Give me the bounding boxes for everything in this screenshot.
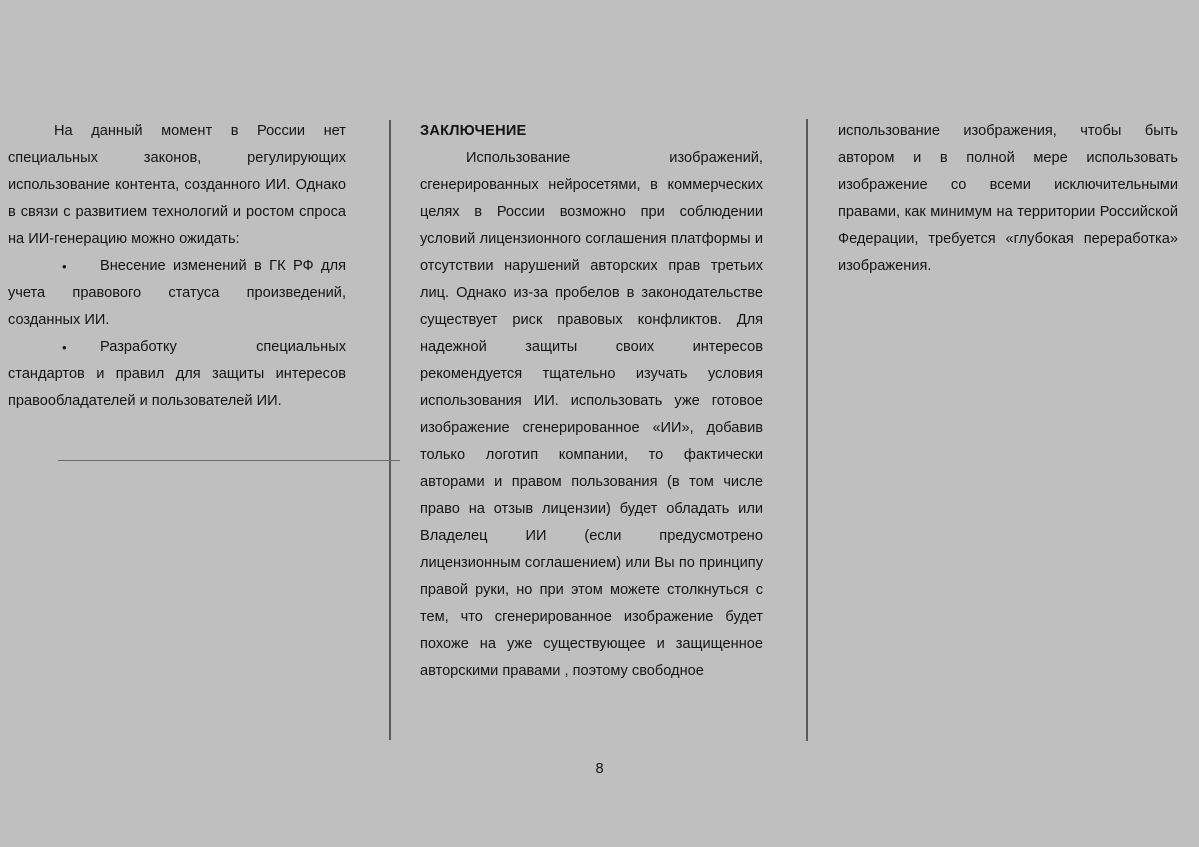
middle-column-paragraph: Использование изображений, сгенерированных нейросетями, в коммерческих целях в России возможно при соблюдении условий лицензионного соглашения платформы и отсутствии нарушений авторских прав третьих лиц. Однако из-за пробелов в законодательстве существует риск правовых конфликтов. Для надежной защиты своих интересов рекомендуется тщательно изучать условия использования ИИ. использовать уже готовое изображение сгенерированное «ИИ», добавив только логотип компании, то фактически авторами и правом пользования (в том числе право на отзыв лицензии) будет обладать или Владелец ИИ (если предусмотрено лицензионным соглашением) или Вы по принципу правой руки, но при этом можете столкнуться с тем, что сгенерированное изображение будет похоже на уже существующее и защищенное авторскими правами , поэтому свободное xyxy=(420,150,763,679)
page-number: 8 xyxy=(595,761,604,777)
bullet-icon: • xyxy=(62,340,67,355)
bullet-icon: • xyxy=(62,259,67,274)
column-divider-right xyxy=(806,119,808,741)
footnote-separator-rule xyxy=(58,460,400,461)
column-middle xyxy=(420,118,763,685)
left-column-paragraph: На данный момент в России нет специальных законов, регулирующих использование контента, созданного ИИ. Однако в связи с развитием технологий и ростом спроса на ИИ-генерацию можно ожидать: xyxy=(8,123,346,247)
list-item xyxy=(8,253,346,334)
column-left xyxy=(8,118,346,415)
column-divider-left xyxy=(389,120,391,740)
section-heading: ЗАКЛЮЧЕНИЕ xyxy=(420,123,527,139)
list-item xyxy=(8,334,346,415)
column-right xyxy=(838,118,1178,280)
right-column-paragraph: использование изображения, чтобы быть автором и в полной мере использовать изображение со всеми исключительными правами, как минимум на территории Российской Федерации, требуется «глубокая переработка» изображения. xyxy=(838,123,1178,274)
list-item-text: Внесение изменений в ГК РФ для учета правового статуса произведений, созданных ИИ. xyxy=(8,258,346,328)
left-column-bullet-list xyxy=(8,253,346,415)
list-item-text: Разработку специальных стандартов и правил для защиты интересов правообладателей и пользователей ИИ. xyxy=(8,339,346,409)
